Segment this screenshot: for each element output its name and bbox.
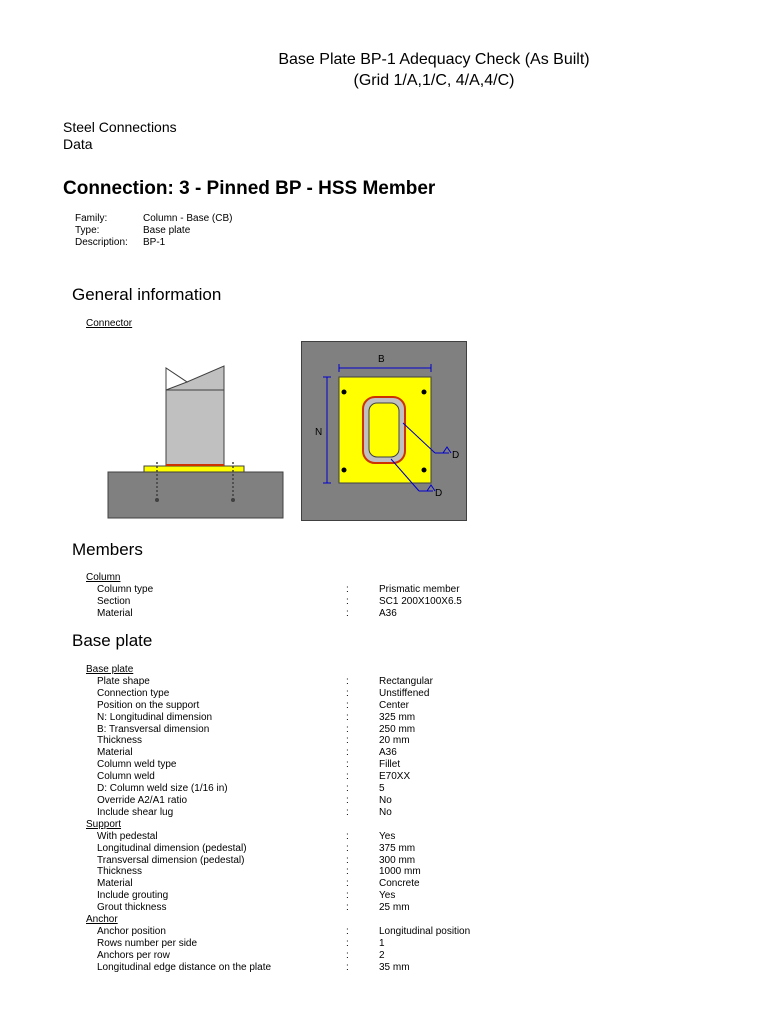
anchor-bolt: [422, 390, 427, 395]
group-label: Support: [86, 818, 122, 830]
property-row: Column type : Prismatic member: [97, 583, 460, 595]
elevation-diagram: [105, 362, 287, 522]
property-row: Anchors per row : 2: [97, 949, 385, 961]
baseplate-heading: Base plate: [72, 631, 153, 650]
property-row: Override A2/A1 ratio : No: [97, 794, 392, 806]
dim-n-label: N: [315, 427, 323, 438]
members-column-group: [86, 572, 462, 620]
property-row: Plate shape : Rectangular: [97, 675, 433, 687]
property-row: Anchor position : Longitudinal position: [97, 925, 471, 937]
column-body: [166, 390, 224, 468]
meta-row-type: [75, 225, 232, 237]
group-label: Column: [86, 572, 121, 583]
property-row: Transversal dimension (pedestal) : 300 mm: [97, 854, 416, 866]
property-row: Grout thickness : 25 mm: [97, 902, 410, 914]
property-row: Column weld : E70XX: [97, 771, 411, 783]
hss-inner: [369, 403, 399, 457]
property-row: D: Column weld size (1/16 in) : 5: [97, 783, 385, 795]
group-label: Anchor: [86, 914, 118, 926]
members-heading: Members: [72, 540, 143, 559]
report-title: Base Plate BP-1 Adequacy Check (As Built): [278, 51, 590, 68]
property-row: Include grouting : Yes: [97, 890, 396, 902]
property-row: Material : A36: [97, 607, 397, 619]
property-row: Thickness : 20 mm: [97, 735, 410, 747]
weld-line: [166, 464, 224, 466]
property-row: Include shear lug : No: [97, 806, 392, 818]
section-label: Steel Connections: [63, 119, 177, 135]
meta-key: Description:: [75, 236, 128, 248]
meta-value: Base plate: [143, 224, 191, 236]
connection-title: Connection: 3 - Pinned BP - HSS Member: [63, 178, 436, 199]
property-row: Thickness : 1000 mm: [97, 866, 421, 878]
property-row: Column weld type : Fillet: [97, 759, 401, 771]
property-row: Section : SC1 200X100X6.5: [97, 595, 462, 607]
property-row: Longitudinal edge distance on the plate : 35 mm: [97, 961, 410, 973]
baseplate-groups: [86, 664, 470, 974]
report-subtitle: (Grid 1/A,1/C, 4/A,4/C): [353, 72, 515, 89]
property-row: Connection type : Unstiffened: [97, 687, 430, 699]
property-row: Material : A36: [97, 747, 397, 759]
connector-label: Connector: [86, 318, 133, 329]
property-row: Rows number per side : 1: [97, 937, 385, 949]
meta-value: Column - Base (CB): [143, 213, 233, 224]
plan-diagram: [301, 341, 467, 521]
property-row: Material : Concrete: [97, 878, 420, 890]
property-row: With pedestal : Yes: [97, 830, 396, 842]
weld-callout-label-1: D: [452, 450, 460, 461]
anchor-bolt: [342, 390, 347, 395]
meta-key: Family:: [75, 213, 108, 224]
meta-row-family: [75, 213, 232, 225]
pedestal: [108, 472, 283, 518]
dim-b-label: B: [378, 354, 385, 365]
anchor-bolt: [342, 468, 347, 473]
group-label: Base plate: [86, 664, 134, 675]
general-heading: General information: [72, 285, 222, 304]
property-row: B: Transversal dimension : 250 mm: [97, 723, 416, 735]
property-row: Position on the support : Center: [97, 699, 410, 711]
anchor-bolt: [422, 468, 427, 473]
meta-value: BP-1: [143, 236, 166, 248]
property-row: Longitudinal dimension (pedestal) : 375 mm: [97, 842, 416, 854]
section-sublabel: Data: [63, 136, 93, 152]
meta-key: Type:: [75, 224, 100, 236]
base-plate-edge: [144, 466, 244, 472]
weld-callout-label-2: D: [435, 488, 443, 499]
connection-meta: [75, 213, 232, 248]
meta-row-description: [75, 237, 232, 249]
property-row: N: Longitudinal dimension : 325 mm: [97, 711, 416, 723]
